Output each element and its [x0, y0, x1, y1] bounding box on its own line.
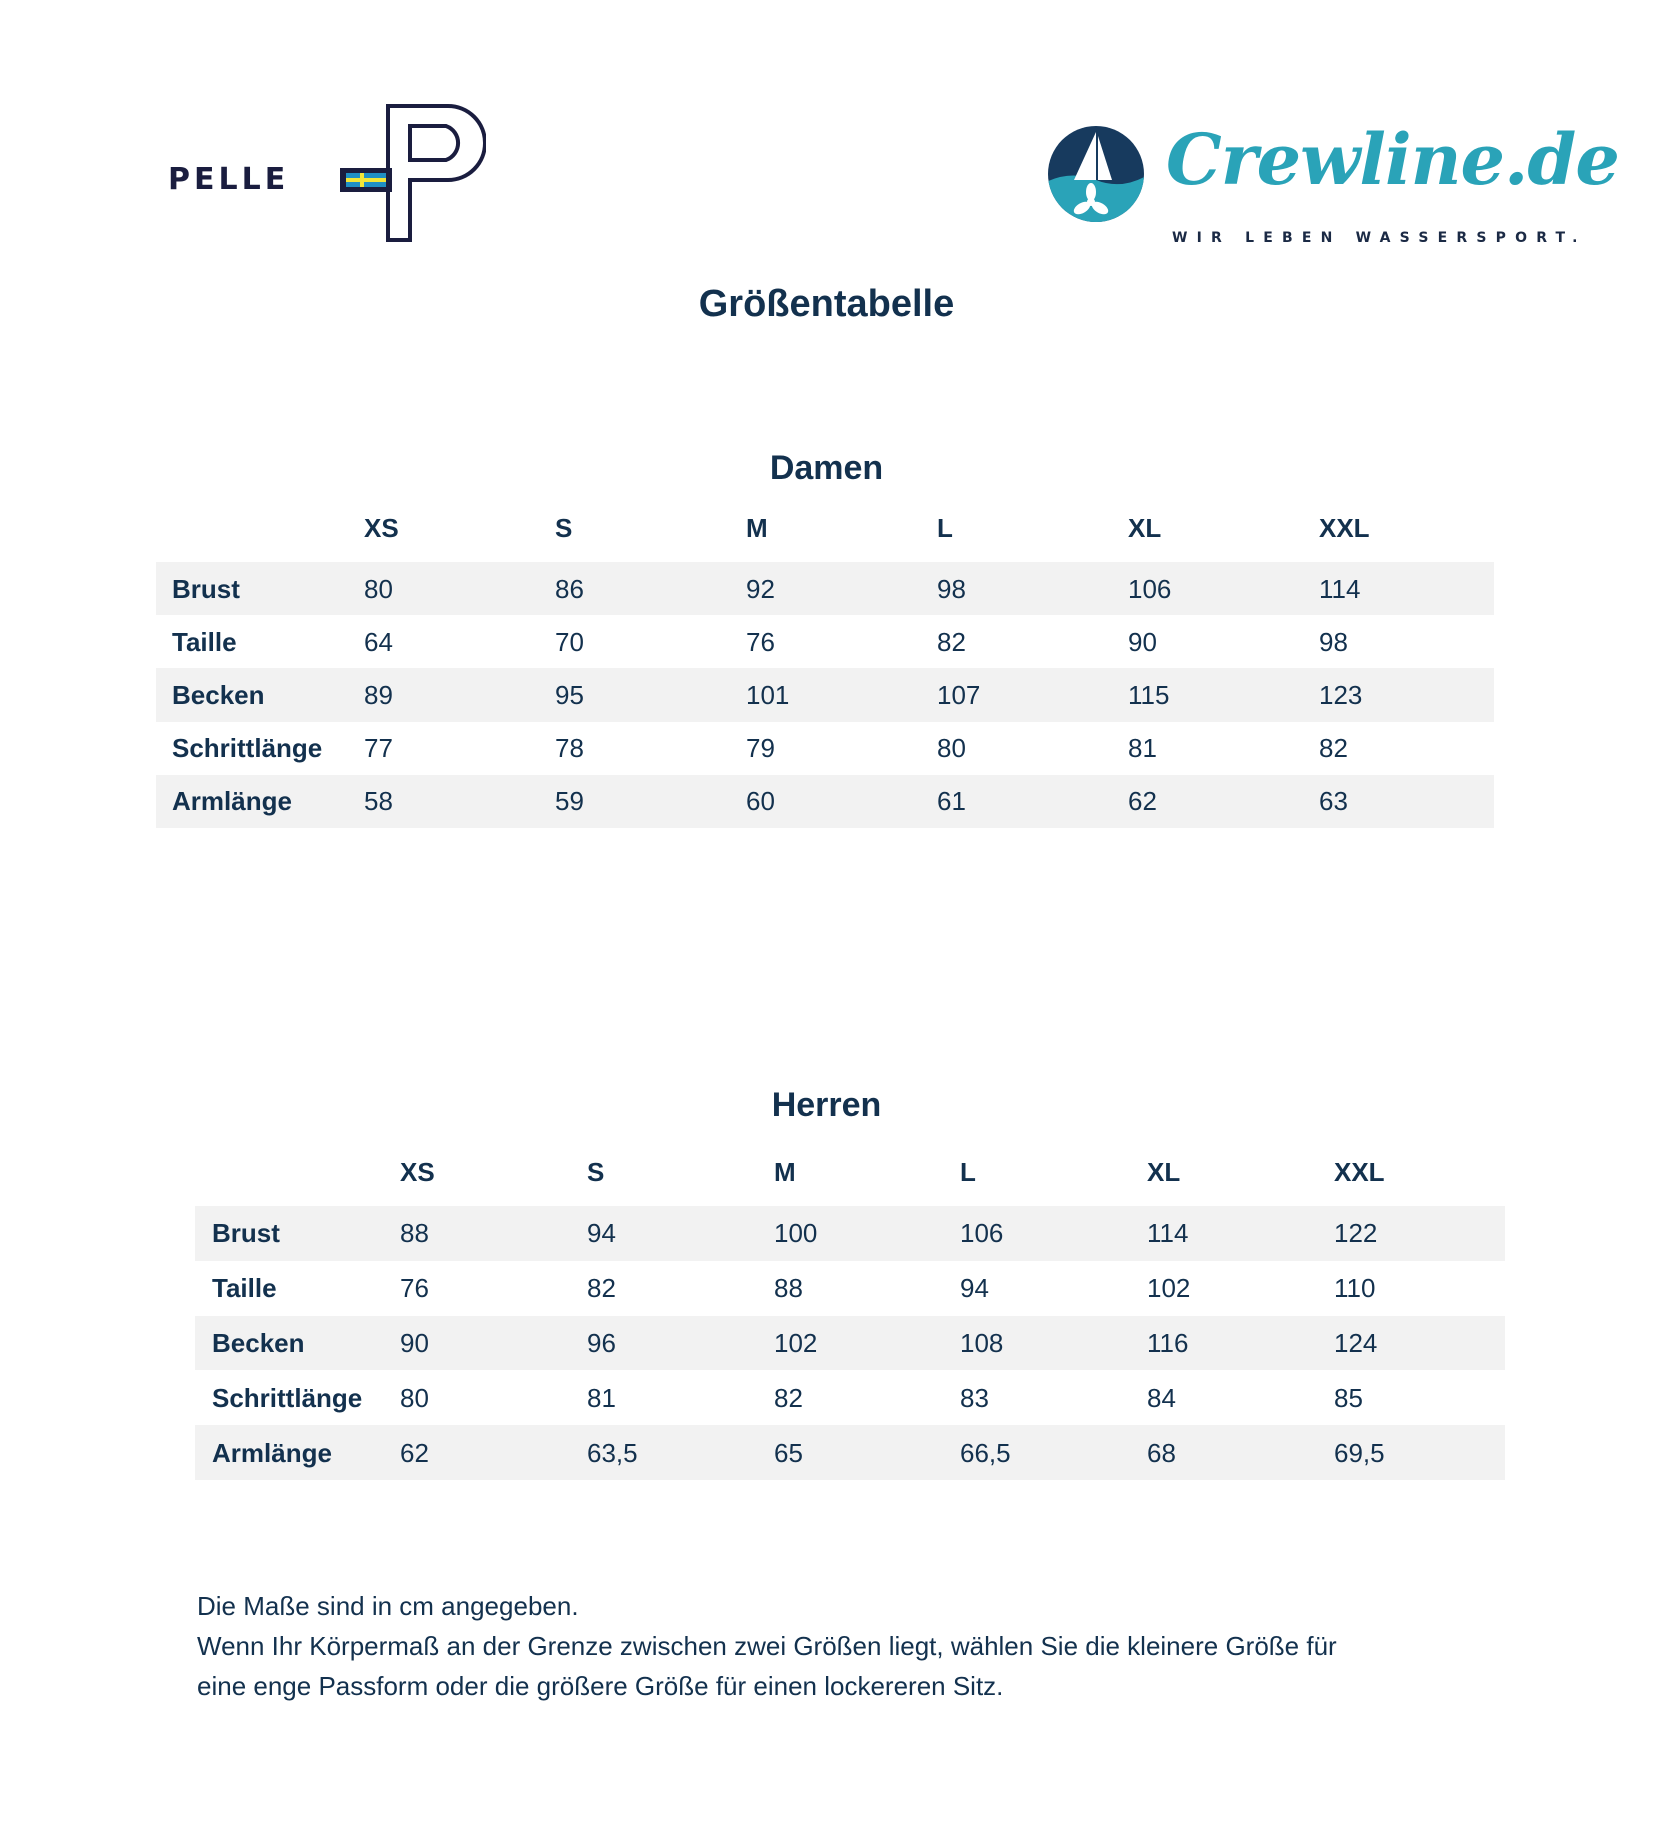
row-label: Becken: [172, 680, 265, 710]
table-cell: 82: [1319, 733, 1348, 764]
crewline-logo-text: Crewline.de: [1166, 118, 1619, 201]
table-cell: 76: [746, 626, 775, 657]
table-cell: 80: [364, 573, 393, 604]
table-cell: 102: [774, 1328, 818, 1358]
footer-line: Wenn Ihr Körpermaß an der Grenze zwischen zwei Größen liegt, wählen Sie die kleinere Größe für: [197, 1631, 1337, 1661]
size-header: XL: [1147, 1157, 1181, 1187]
table-cell: 110: [1334, 1273, 1376, 1304]
table-cell: 100: [774, 1218, 818, 1249]
size-header: XL: [1128, 513, 1162, 543]
table-row: [195, 1370, 1505, 1425]
table-cell: 85: [1334, 1382, 1363, 1413]
table-cell: 82: [937, 626, 966, 657]
pelle-logo-text: PELLE: [168, 162, 290, 197]
table-cell: 86: [555, 573, 584, 604]
row-label: Taille: [212, 1273, 277, 1304]
table-row: [195, 1206, 1505, 1261]
table-row: [156, 562, 1494, 615]
page-title: Größentabelle: [698, 283, 955, 325]
size-header: S: [587, 1157, 605, 1187]
table-cell: 106: [960, 1218, 1004, 1249]
table-cell: 77: [364, 733, 393, 764]
table-cell: 79: [746, 733, 775, 764]
table-cell: 96: [587, 1328, 616, 1358]
table-cell: 123: [1319, 680, 1363, 710]
crewline-tagline: WIR LEBEN WASSERSPORT.: [1172, 230, 1587, 246]
table-cell: 63: [1319, 786, 1348, 817]
size-header: XS: [364, 513, 399, 543]
table-cell: 122: [1334, 1218, 1378, 1249]
size-header: M: [746, 513, 768, 543]
table-cell: 81: [587, 1382, 616, 1413]
table-row: [195, 1316, 1505, 1371]
table-cell: 114: [1147, 1218, 1189, 1249]
table-row: [156, 775, 1494, 828]
table-cell: 61: [937, 786, 966, 817]
table-cell: 107: [937, 680, 981, 710]
table-cell: 81: [1128, 733, 1157, 764]
table-cell: 82: [587, 1273, 616, 1304]
size-header: L: [960, 1157, 976, 1187]
size-header: M: [774, 1157, 796, 1187]
table-cell: 90: [400, 1328, 429, 1358]
row-label: Schrittlänge: [212, 1382, 363, 1413]
table-cell: 64: [364, 626, 393, 657]
table-cell: 106: [1128, 573, 1172, 604]
row-label: Brust: [212, 1218, 280, 1249]
section-title: Herren: [771, 1086, 882, 1124]
table-cell: 80: [937, 733, 966, 764]
row-label: Brust: [172, 573, 240, 604]
table-cell: 80: [400, 1382, 429, 1413]
crewline-sailboat-icon: [1046, 124, 1146, 224]
table-cell: 62: [1128, 786, 1157, 817]
table-cell: 59: [555, 786, 584, 817]
table-cell: 58: [364, 786, 393, 817]
pelle-p-mark-icon: [336, 100, 486, 246]
table-cell: 69,5: [1334, 1437, 1385, 1468]
table-cell: 108: [960, 1328, 1004, 1358]
table-cell: 95: [555, 680, 584, 710]
table-cell: 68: [1147, 1437, 1176, 1468]
table-cell: 102: [1147, 1273, 1191, 1304]
table-cell: 114: [1319, 573, 1361, 604]
table-cell: 83: [960, 1382, 989, 1413]
row-label: Schrittlänge: [172, 733, 323, 764]
size-header: S: [555, 513, 573, 543]
table-cell: 76: [400, 1273, 429, 1304]
table-cell: 66,5: [960, 1437, 1011, 1468]
table-cell: 65: [774, 1437, 803, 1468]
table-cell: 94: [587, 1218, 616, 1249]
footer-line: Die Maße sind in cm angegeben.: [197, 1591, 579, 1621]
table-cell: 63,5: [587, 1437, 638, 1468]
table-cell: 98: [937, 573, 966, 604]
footer-note: [197, 1586, 1337, 1706]
table-row: [156, 668, 1494, 721]
table-row: [156, 615, 1494, 668]
row-label: Becken: [212, 1328, 305, 1358]
table-cell: 98: [1319, 626, 1348, 657]
table-cell: 82: [774, 1382, 803, 1413]
table-cell: 124: [1334, 1328, 1378, 1358]
table-cell: 78: [555, 733, 584, 764]
table-cell: 84: [1147, 1382, 1176, 1413]
size-header: XS: [400, 1157, 435, 1187]
table-cell: 116: [1147, 1328, 1189, 1358]
table-cell: 70: [555, 626, 584, 657]
table-cell: 88: [400, 1218, 429, 1249]
row-label: Armlänge: [172, 786, 292, 817]
table-row: [195, 1261, 1505, 1316]
table-cell: 90: [1128, 626, 1157, 657]
row-label: Taille: [172, 626, 237, 657]
table-cell: 60: [746, 786, 775, 817]
footer-line: eine enge Passform oder die größere Größe für einen lockereren Sitz.: [197, 1671, 1004, 1701]
row-label: Armlänge: [212, 1437, 332, 1468]
section-title: Damen: [769, 449, 884, 487]
table-cell: 62: [400, 1437, 429, 1468]
table-cell: 115: [1128, 680, 1170, 710]
table-row: [195, 1425, 1505, 1480]
size-header: XXL: [1319, 513, 1370, 543]
size-header: L: [937, 513, 953, 543]
size-header: XXL: [1334, 1157, 1385, 1187]
table-cell: 92: [746, 573, 775, 604]
table-cell: 94: [960, 1273, 989, 1304]
table-row: [156, 722, 1494, 775]
table-cell: 89: [364, 680, 393, 710]
table-cell: 101: [746, 680, 790, 710]
table-cell: 88: [774, 1273, 803, 1304]
